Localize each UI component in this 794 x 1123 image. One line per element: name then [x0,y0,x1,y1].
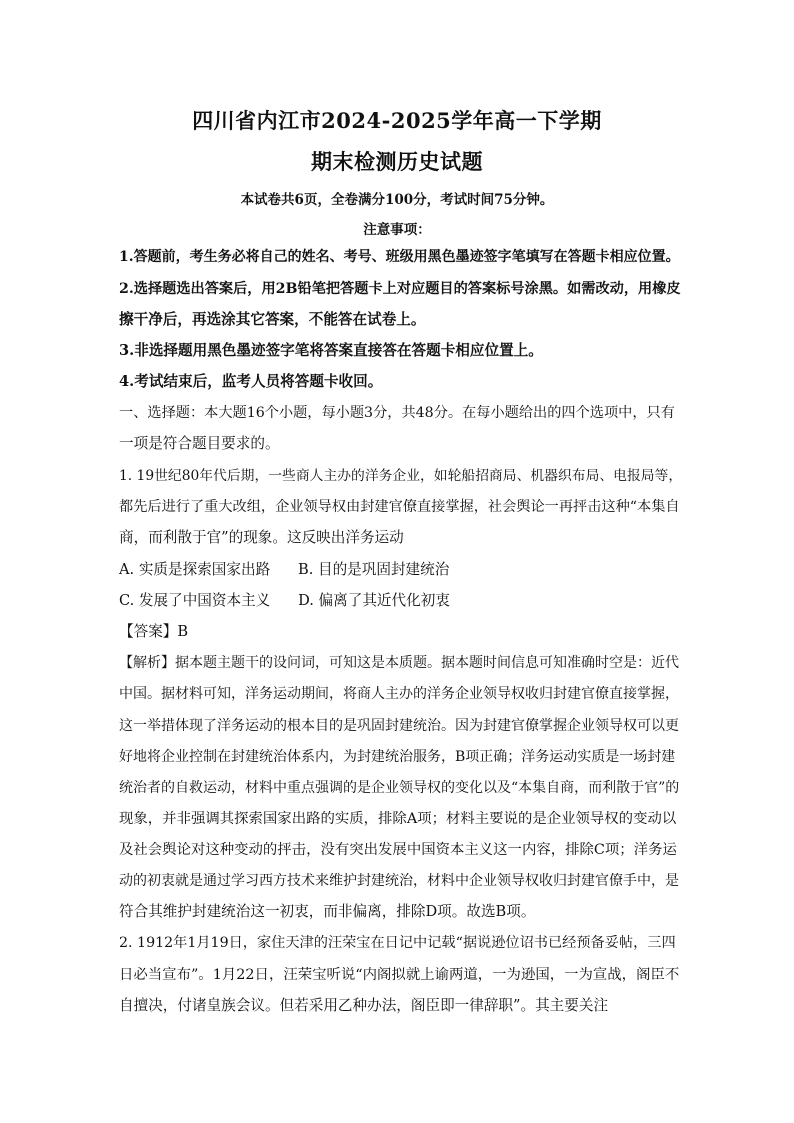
question-1-analysis: 现象，并非强调其探索国家出路的实质，排除A项；材料主要说的是企业领导权的变动以 [119,811,677,827]
question-1-analysis: 这一举措体现了洋务运动的根本目的是巩固封建统治。因为封建官僚掌握企业领导权可以更 [119,718,679,734]
question-2-stem: 自擅决，付诸皇族会议。但若采用乙种办法，阁臣即一律辞职”。其主要关注 [119,997,609,1014]
question-1-analysis: 统治者的自救运动，材料中重点强调的是企业领导权的变化以及“本集自商，而利散于官”的 [119,780,680,796]
question-1-options: C. 发展了中国资本主义 D. 偏离了其近代化初衷 [119,592,450,609]
question-1-options: A. 实质是探索国家出路 B. 目的是巩固封建统治 [119,561,450,578]
question-2-stem: 2. 1912年1月19日，家住天津的汪荣宝在日记中记载“据说逊位诏书已经预备妥帖，三四 [119,935,676,951]
question-1-stem: 1. 19世纪80年代后期，一些商人主办的洋务企业，如轮船招商局、机器织布局、电报局等， [119,468,683,484]
notice-item: 擦干净后，再选涂其它答案，不能答在试卷上。 [119,311,426,328]
question-1-stem: 商，而利散于官”的现象。这反映出洋务运动 [119,529,404,546]
section-heading: 一项是符合题目要求的。 [119,435,280,452]
question-1-analysis: 符合其维护封建统治这一初衷，而非偏离，排除D项。故选B项。 [119,903,536,920]
notice-item: 3.非选择题用黑色墨迹签字笔将答案直接答在答题卡相应位置上。 [119,342,543,359]
notice-item: 4.考试结束后，监考人员将答题卡收回。 [119,373,383,390]
notice-item: 2.选择题选出答案后，用2B铅笔把答题卡上对应题目的答案标号涂黑。如需改动，用橡皮 [119,281,681,297]
notice-heading: 注意事项： [363,222,431,238]
question-1-answer: 【答案】B [119,623,189,640]
question-1-analysis: 好地将企业控制在封建统治体系内，为封建统治服务，B项正确；洋务运动实质是一场封建 [119,749,676,765]
title-line-2: 期末检测历史试题 [311,149,483,174]
question-1-analysis: 【解析】据本题主题干的设问词，可知这是本质题。据本题时间信息可知准确时空是：近代 [119,655,679,671]
section-heading: 一、选择题：本大题16个小题，每小题3分，共48分。在每小题给出的四个选项中，只有 [119,405,675,421]
question-1-analysis: 动的初衷就是通过学习西方技术来维护封建统治，材料中企业领导权收归封建官僚手中，是 [119,873,679,889]
exam-info: 本试卷共6页，全卷满分100分，考试时间75分钟。 [240,192,554,208]
question-1-stem: 都先后进行了重大改组，企业领导权由封建官僚直接掌握，社会舆论一再抨击这种“本集自 [119,499,680,515]
notice-item: 1.答题前，考生务必将自己的姓名、考号、班级用黑色墨迹签字笔填写在答题卡相应位置。 [119,249,680,265]
question-1-analysis: 中国。据材料可知，洋务运动期间，将商人主办的洋务企业领导权收归封建官僚直接掌握， [119,686,679,702]
question-1-analysis: 及社会舆论对这种变动的抨击，没有突出发展中国资本主义这一内容，排除C项；洋务运 [119,842,677,858]
title-line-1: 四川省内江市2024-2025学年高一下学期 [192,108,602,133]
question-2-stem: 日必当宣布”。1月22日，汪荣宝听说“内阁拟就上谕两道，一为逊国，一为宣战，阁臣不 [119,967,680,983]
